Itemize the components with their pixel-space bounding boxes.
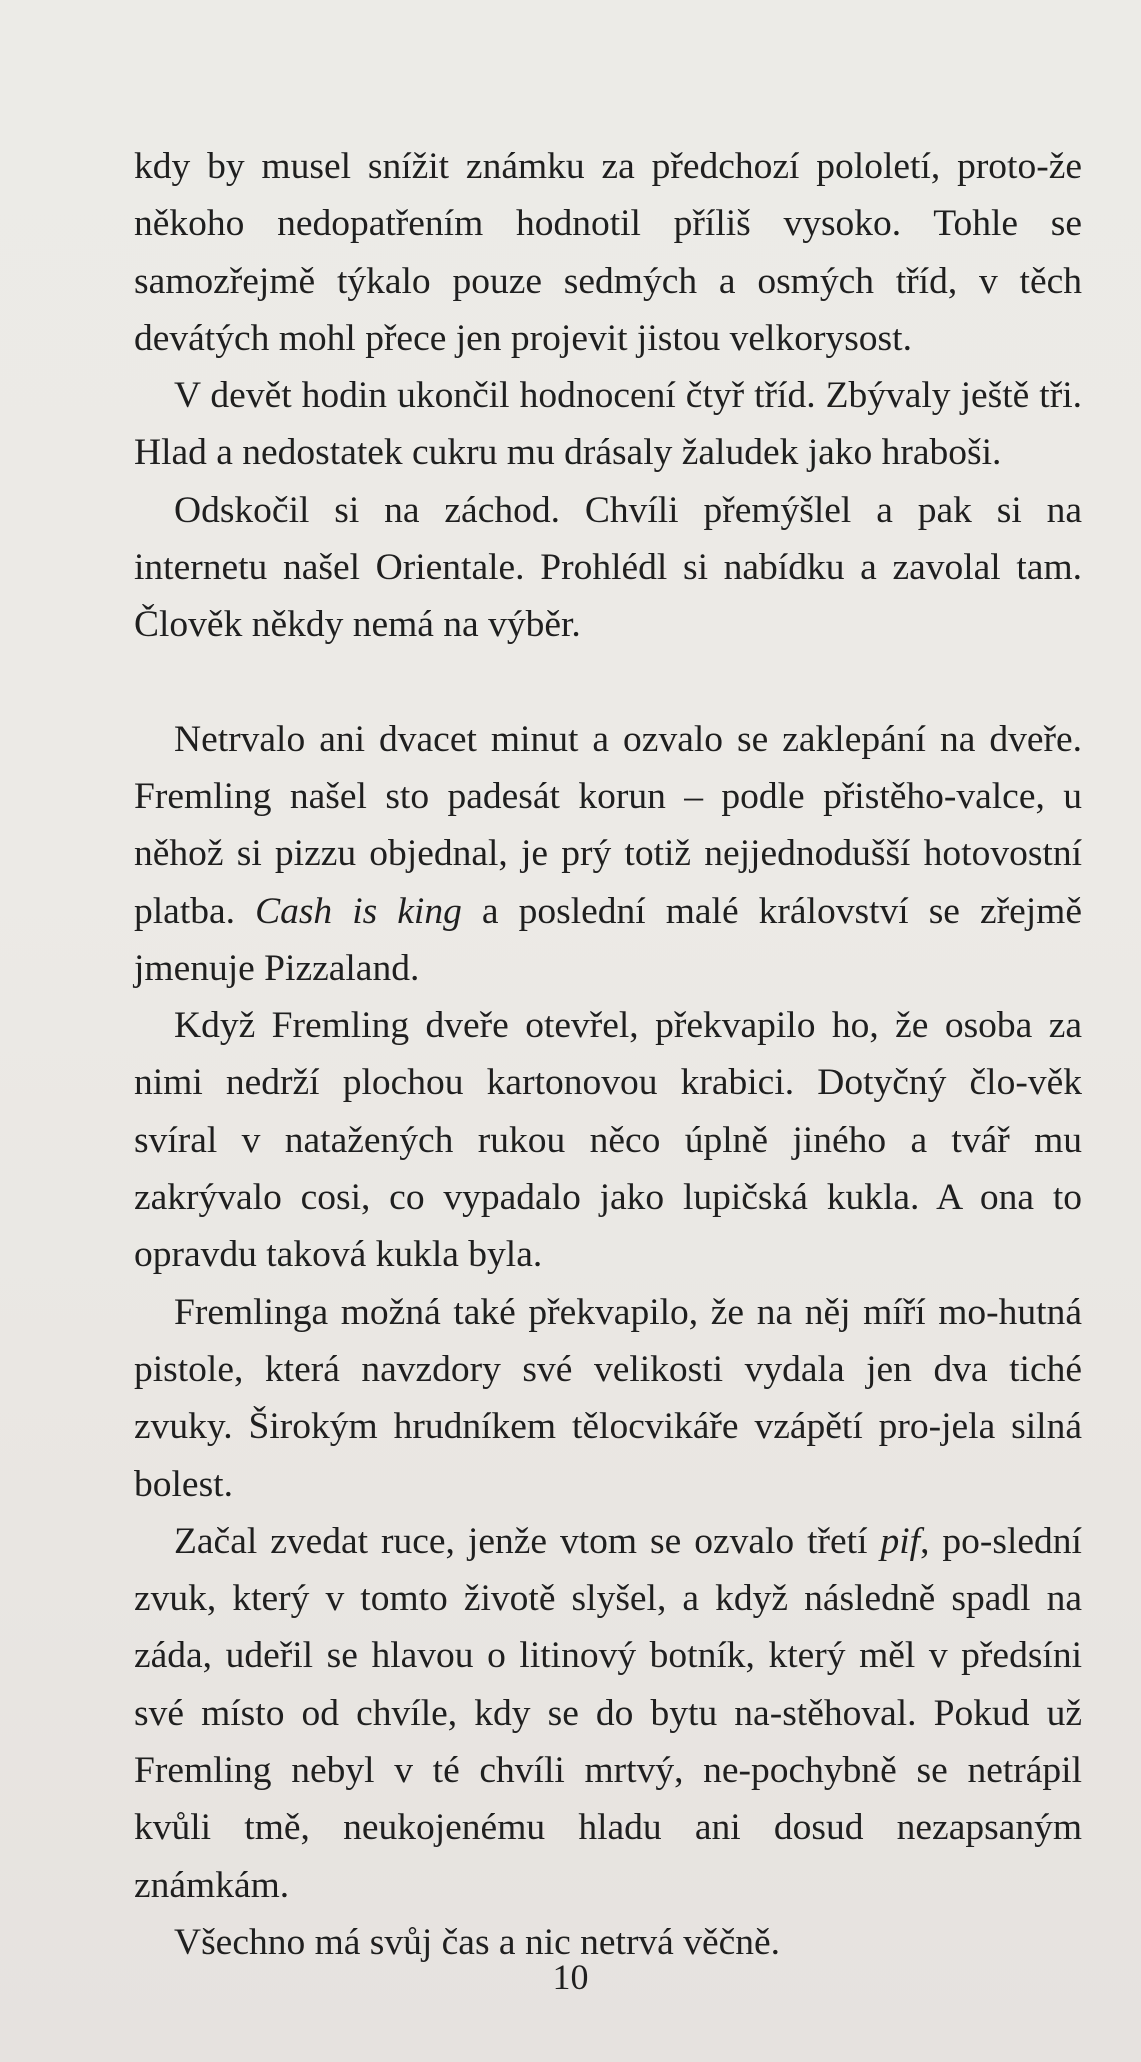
text-segment: V devět hodin ukončil hodnocení čtyř tříd. Zbývaly ještě tři. Hlad a nedostatek cukru mu drásaly žaludek jako hraboši. — [134, 375, 1082, 474]
text-segment: Všechno má svůj čas a nic netrvá věčně. — [174, 1921, 781, 1963]
text-segment: Začal zvedat ruce, jenže vtom se ozvalo třetí — [174, 1520, 881, 1562]
text-segment: , po-slední zvuk, který v tomto životě slyšel, a když následně spadl na záda, udeřil se hlavou o litinový botník, který měl v předsíni své místo od chvíle, kdy se do bytu na-stěhoval. Pokud už Fremling nebyl v té chvíli mrtvý, ne-pochybně se netrápil kvůli tmě, neukojenému hladu ani dosud nezapsaným známkám. — [134, 1520, 1082, 1906]
italic-text-segment: Cash is king — [255, 890, 462, 932]
body-text — [134, 138, 1082, 1971]
paragraph — [134, 367, 1082, 482]
italic-text-segment: pif — [880, 1520, 921, 1562]
text-segment: a poslední malé království se zřejmě jmenuje Pizzaland. — [134, 890, 1082, 989]
text-segment: Odskočil si na záchod. Chvíli přemýšlel a pak si na internetu našel Orientale. Prohlédl si nabídku a zavolal tam. Člověk někdy nemá na výběr. — [134, 489, 1082, 646]
paragraph — [134, 997, 1082, 1283]
paragraph — [134, 482, 1082, 654]
paragraph — [134, 138, 1082, 367]
paragraph — [134, 1284, 1082, 1513]
text-segment: Když Fremling dveře otevřel, překvapilo ho, že osoba za nimi nedrží plochou kartonovou krabici. Dotyčný člo-věk svíral v natažených rukou něco úplně jiného a tvář mu zakrývalo cosi, co vypadalo jako lupičská kukla. A ona to opravdu taková kukla byla. — [134, 1005, 1082, 1276]
text-segment: kdy by musel snížit známku za předchozí pololetí, proto-že někoho nedopatřením hodnotil příliš vysoko. Tohle se samozřejmě týkalo pouze sedmých a osmých tříd, v těch devátých mohl přece jen projevit jistou velkorysost. — [134, 146, 1082, 359]
text-segment: Netrvalo ani dvacet minut a ozvalo se zaklepání na dveře. Fremling našel sto padesát korun – podle přistěho-valce, u něhož si pizzu objednal, je prý totiž nejjednodušší hotovostní platba. — [134, 718, 1082, 932]
page-number: 10 — [552, 1957, 589, 1997]
text-segment: Fremlinga možná také překvapilo, že na něj míří mo-hutná pistole, která navzdory své velikosti vydala jen dva tiché zvuky. Širokým hrudníkem tělocvikáře vzápětí pro-jela silná bolest. — [134, 1291, 1082, 1505]
paragraph — [134, 1513, 1082, 1914]
paragraph — [134, 711, 1082, 997]
